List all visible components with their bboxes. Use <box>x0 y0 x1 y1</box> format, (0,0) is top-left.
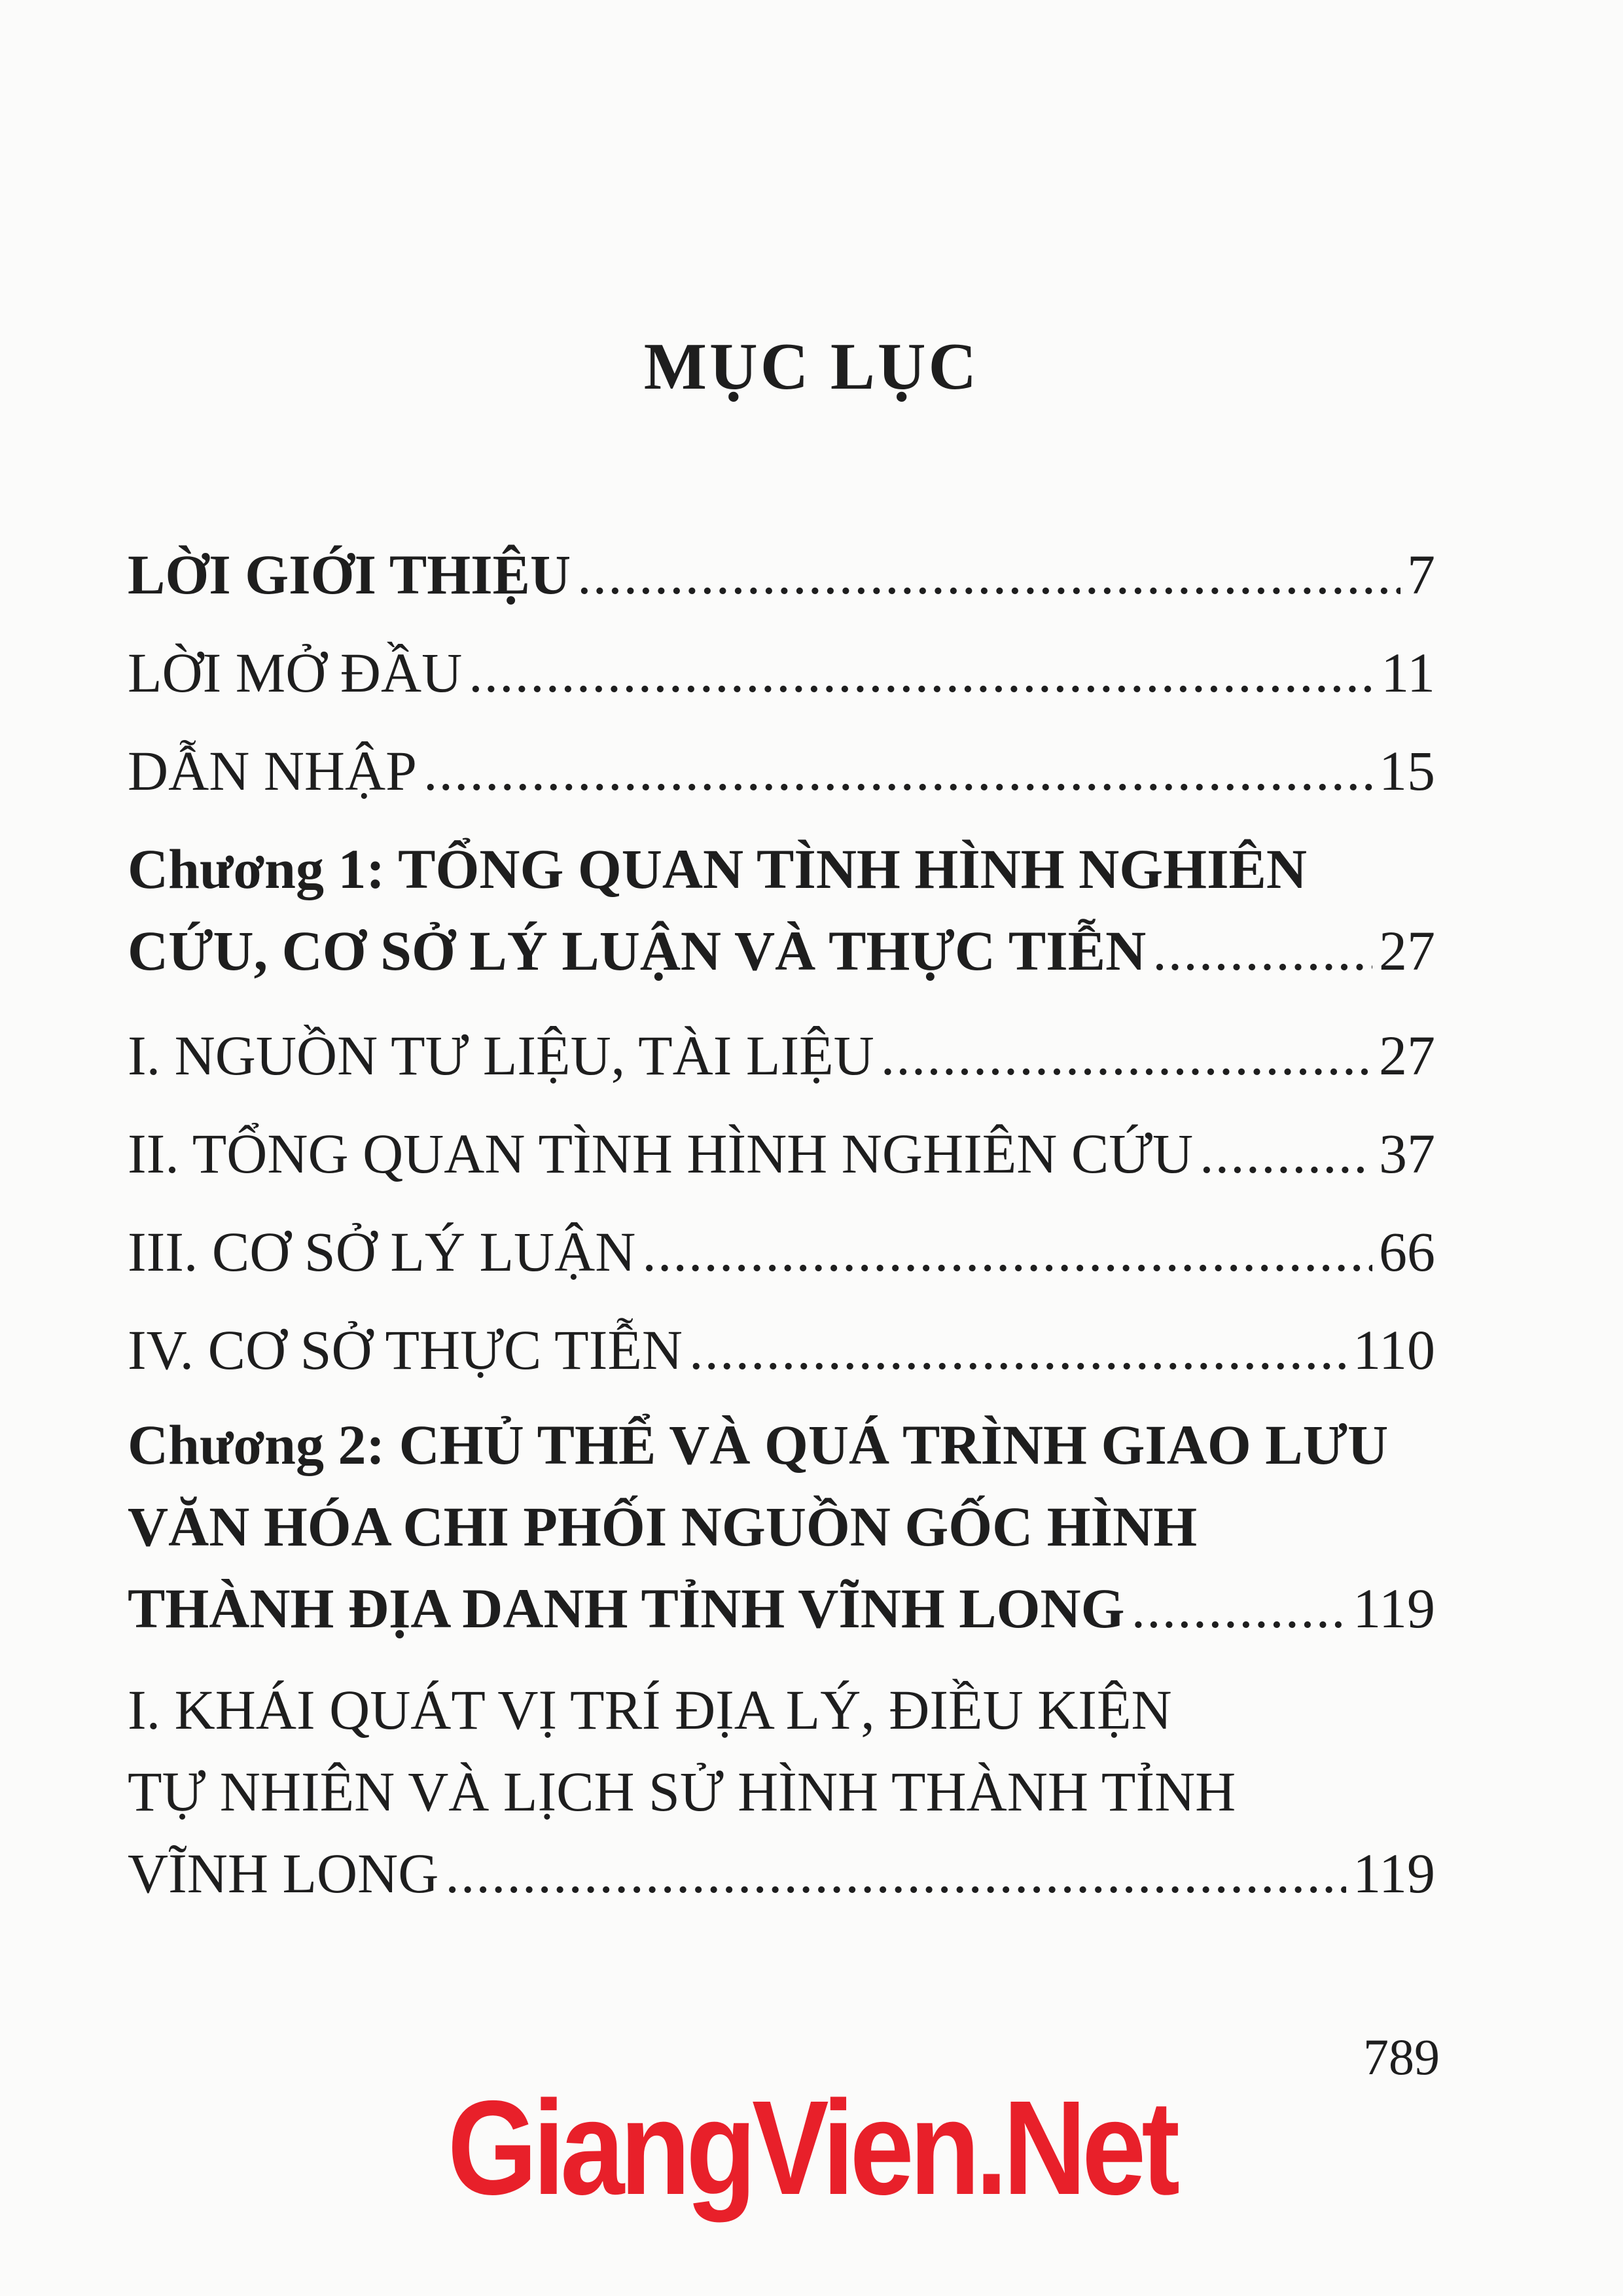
toc-entry-title: IV. CƠ SỞ THỰC TIỄN <box>128 1318 683 1381</box>
toc-entry-row <box>128 1842 1435 1905</box>
toc-entry-page: 27 <box>1379 919 1435 982</box>
toc-entry-heading-line: Chương 2: CHỦ THỂ VÀ QUÁ TRÌNH GIAO LƯU <box>128 1413 1389 1476</box>
toc-entry-page: 7 <box>1407 543 1435 606</box>
toc-entry-row <box>128 1577 1435 1640</box>
toc-entry-title: THÀNH ĐỊA DANH TỈNH VĨNH LONG <box>128 1577 1125 1640</box>
toc-entry <box>128 1678 1435 1905</box>
toc-entry <box>128 1024 1435 1087</box>
dot-leader <box>445 1845 1346 1901</box>
dot-leader <box>642 1224 1372 1280</box>
toc-entry-page: 15 <box>1379 739 1435 802</box>
toc-entry-heading-line: Chương 1: TỔNG QUAN TÌNH HÌNH NGHIÊN <box>128 838 1308 900</box>
dot-leader <box>423 743 1372 799</box>
toc-entry-row <box>128 543 1435 606</box>
toc-entry-title: III. CƠ SỞ LÝ LUẬN <box>128 1220 636 1283</box>
toc-entry-page: 110 <box>1353 1318 1435 1381</box>
toc-entry-title: CỨU, CƠ SỞ LÝ LUẬN VÀ THỰC TIỄN <box>128 919 1147 982</box>
toc-entry-title: DẪN NHẬP <box>128 739 417 802</box>
toc-entry-row <box>128 1220 1435 1283</box>
dot-leader <box>469 645 1374 701</box>
dot-leader <box>1152 923 1372 979</box>
toc-entry <box>128 1318 1435 1381</box>
toc-entry-heading-line: VĂN HÓA CHI PHỐI NGUỒN GỐC HÌNH <box>128 1495 1198 1558</box>
toc-entry-row <box>128 641 1435 704</box>
toc-entry <box>128 641 1435 704</box>
dot-leader <box>689 1322 1346 1378</box>
toc-entry-title: LỜI MỞ ĐẦU <box>128 641 463 704</box>
toc-entry-row <box>128 1318 1435 1381</box>
toc-entry-page: 66 <box>1379 1220 1435 1283</box>
dot-leader <box>1200 1125 1372 1182</box>
toc-entry-title: I. NGUỒN TƯ LIỆU, TÀI LIỆU <box>128 1024 874 1087</box>
toc-title: MỤC LỤC <box>643 330 980 404</box>
toc-entry <box>128 739 1435 802</box>
toc-entry-row <box>128 919 1435 982</box>
toc-entry-page: 119 <box>1353 1577 1435 1640</box>
toc-entry-title: VĨNH LONG <box>128 1842 439 1905</box>
toc-entry-title: II. TỔNG QUAN TÌNH HÌNH NGHIÊN CỨU <box>128 1122 1194 1185</box>
watermark-logo: GiangVien.Net <box>447 2073 1176 2223</box>
toc-entry-page: 119 <box>1353 1842 1435 1905</box>
toc-entry <box>128 838 1435 982</box>
toc-entry-page: 27 <box>1379 1024 1435 1087</box>
dot-leader <box>577 546 1400 603</box>
toc-entry <box>128 543 1435 606</box>
toc-entry-page: 11 <box>1381 641 1435 704</box>
dot-leader <box>1132 1580 1347 1636</box>
toc-entry-row <box>128 739 1435 802</box>
toc-entry-heading-line: I. KHÁI QUÁT VỊ TRÍ ĐỊA LÝ, ĐIỀU KIỆN <box>128 1678 1172 1741</box>
page-number: 789 <box>1363 2028 1440 2085</box>
toc-entry-heading-line: TỰ NHIÊN VÀ LỊCH SỬ HÌNH THÀNH TỈNH <box>128 1760 1236 1823</box>
dot-leader <box>881 1027 1372 1084</box>
toc-entry-title: LỜI GIỚI THIỆU <box>128 543 571 606</box>
toc-entry-page: 37 <box>1379 1122 1435 1185</box>
toc-entry <box>128 1122 1435 1185</box>
toc-entry-row <box>128 1024 1435 1087</box>
toc-entry-row <box>128 1122 1435 1185</box>
toc-entry <box>128 1413 1435 1640</box>
toc-entry <box>128 1220 1435 1283</box>
